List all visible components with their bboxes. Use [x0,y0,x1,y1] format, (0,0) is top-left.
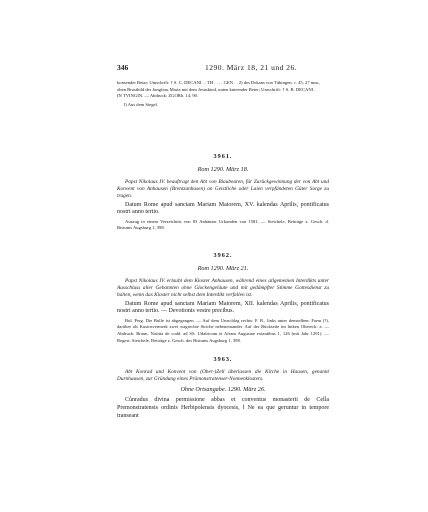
entry-text: Datum Rome apud sanctam Mariam Maiorem, XII. kalendas Aprilis, pontificatus nostri anno tertio. — Devotionis vestre precibus. [117,300,329,315]
top-notes [117,80,329,108]
entry-text: Cůnradus divina permissione abbas et conventus monasterii de Cella Premonstratensis ordinis Herbipolensis dyocesis, ‖ Ne ea que geruntur in tempore transeant [117,397,329,419]
entry-dateline: Rom 1290. März 21. [197,265,249,272]
note-line: IN TVINGIN. — Abdruck: ZGORh. 14, 90. [117,93,199,99]
entry-dateline: Rom 1290. März 18. [197,166,249,173]
entry-regest: Papst Nikolaus IV. beauftragt den Abt von Blaubeuren, für Zurückgewinnung der von Abt und Konvent von Anhausen (Brentzanhusen) an Geistliche oder Laien verpfändeten Güter Sorge zu tragen. [117,179,329,200]
footnote: 1) Aus dem Siegel. [123,101,158,107]
entry-3962 [117,252,329,344]
entry-number: 3963. [213,356,233,363]
note-line: oben Brustbild der Jungfrau Maria mit dem Jesuskind, unten knieender Beter; Umschrift: † S. B. DECANI . [117,86,316,92]
entry-note: Bul. Perg. Die Bulle ist abgegangen. — Auf dem Umschlag rechts: F. R., links unter demselben: Farm (?), darüber als Kustosvermerk zwei wagrechte Striche nebeneinander. Auf der Rückseite im linken Obereck: a. — Abdruck: Braun, Notitia de codd. ad SS. Udalricum et Afram Augustae extantibus 1, 126 (mit Jahr 1291). — Regest: Steichele, Beiträge z. Gesch. des Bistums Augsburg 1, 398. [117,317,329,343]
entry-text: Datum Rome apud sanctam Mariam Maiorem, XV. kalendas Aprilis, pontificatus nostri anno tertio. [117,201,329,216]
entry-3961 [117,153,329,232]
entry-regest: Papst Nikolaus IV. erlaubt dem Kloster Anhausen, während eines allgemeinen Interdikts unter Ausschluss aller Gebannten ohne Glockengeläute und mit gedämpfter Stimme Gottesdienst zu halten, wenn das Kloster nicht selbst dem Interdikt verfallen ist. [117,278,329,299]
entry-dateline: Ohne Ortsangabe. 1290. März 26. [180,386,266,394]
entry-number: 3961. [213,153,233,160]
entry-number: 3962. [213,252,233,259]
running-title: 1290. März 18, 21 und 26. [205,63,298,72]
entry-regest: Abt Konrad und Konvent von (Ober-)Zell überlassen die Kirche in Hausen, genannt Durnhausen, zur Gründung eines Prämonstratenser-Nonnenklosters. [117,369,329,383]
entry-3963 [117,356,329,420]
note-line: konsender Betar; Umschrift: † S. C. DECANI . . TH . . . . GEN . . 2) des Dekans von Tübingen, c. 45, 27 mm., [117,80,321,85]
page-number: 346 [117,63,129,72]
entry-note: Auszug in einem Verzeichnis von 83 Anhäuser Urkunden von 1581. — Steichele, Beiträge z. Gesch. d. Bistums Augsburg 1, 398. [117,218,329,231]
